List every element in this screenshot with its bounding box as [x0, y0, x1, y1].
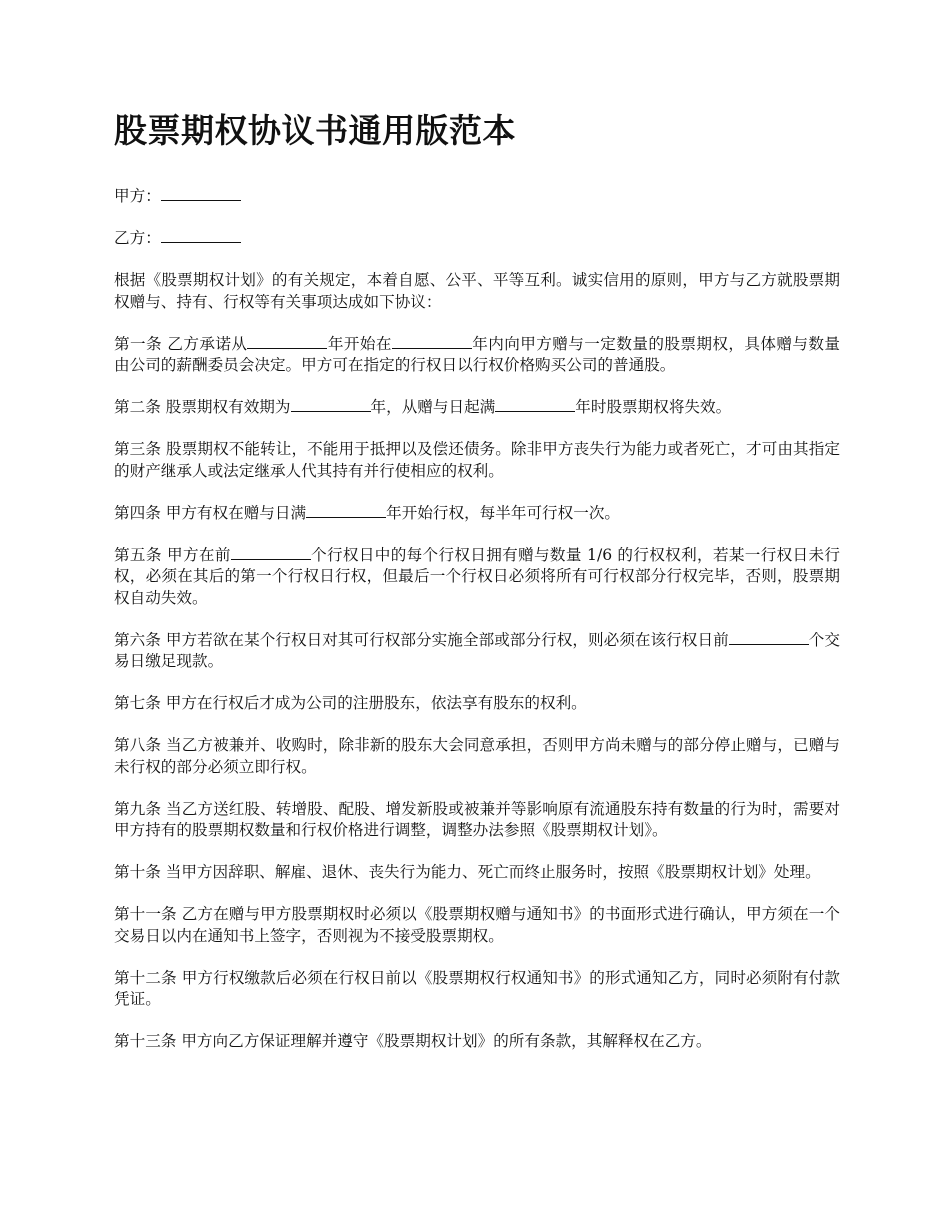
article-2-blank-expiry	[495, 397, 575, 412]
article-3: 第三条 股票期权不能转让，不能用于抵押以及偿还债务。除非甲方丧失行为能力或者死亡，才可由其指定的财产继承人或法定继承人代其持有并行使相应的权利。	[114, 440, 840, 480]
article-10: 第十条 当甲方因辞职、解雇、退休、丧失行为能力、死亡而终止服务时，按照《股票期权计划》处理。	[114, 863, 821, 881]
party-a-label: 甲方：	[114, 187, 161, 205]
article-2-blank-validity	[291, 397, 371, 412]
article-1-blank-start-year	[247, 334, 327, 349]
article-1	[114, 334, 840, 377]
article-1-blank-years	[392, 334, 472, 349]
article-5-blank-count	[231, 545, 311, 560]
article-2-text-2: 年，从赠与日起满	[370, 398, 496, 416]
article-9: 第九条 当乙方送红股、转增股、配股、增发新股或被兼并等影响原有流通股东持有数量的行为时，需要对甲方持有的股票期权数量和行权价格进行调整，调整办法参照《股票期权计划》。	[114, 799, 840, 839]
article-4	[114, 503, 840, 525]
preamble-paragraph: 根据《股票期权计划》的有关规定，本着自愿、公平、平等互利。诚实信用的原则，甲方与乙方就股票期权赠与、持有、行权等有关事项达成如下协议：	[114, 271, 840, 311]
party-b-label: 乙方：	[114, 229, 161, 247]
article-7: 第七条 甲方在行权后才成为公司的注册股东，依法享有股东的权利。	[114, 694, 587, 712]
article-2-text-3: 年时股票期权将失效。	[575, 398, 732, 416]
article-5-text-1: 第五条 甲方在前	[114, 545, 231, 564]
document-page	[114, 108, 840, 1073]
article-6-text-2: 个交易日缴足现款。	[114, 630, 840, 670]
article-12: 第十二条 甲方行权缴款后必须在行权日前以《股票期权行权通知书》的形式通知乙方，同时必须附有付款凭证。	[114, 968, 840, 1008]
article-5	[114, 545, 840, 610]
article-4-blank-years	[306, 503, 386, 518]
article-2	[114, 397, 840, 419]
party-a-blank	[161, 186, 241, 201]
party-b-line	[114, 228, 840, 250]
article-6-blank-days	[729, 630, 809, 645]
article-1-text-1: 第一条 乙方承诺从	[114, 334, 248, 353]
article-2-text-1: 第二条 股票期权有效期为	[114, 398, 291, 416]
article-4-text-2: 年开始行权，每半年可行权一次。	[386, 503, 621, 522]
article-5-text-2: 个行权日中的每个行权日拥有赠与数量 1/6 的行权权利，若某一行权日未行权，必须在其后的第一个行权日行权，但最后一个行权日必须将所有可行权部分行权完毕，否则，股票期权自动失效。	[114, 545, 840, 607]
article-6-text-1: 第六条 甲方若欲在某个行权日对其可行权部分实施全部或部分行权，则必须在该行权日前	[114, 630, 729, 649]
article-1-text-3: 年内向甲方赠与一定数量的股票期权，具体赠与数量由公司的薪酬委员会决定。甲方可在指定的行权日以行权价格购买公司的普通股。	[114, 334, 840, 374]
article-4-text-1: 第四条 甲方有权在赠与日满	[114, 503, 307, 522]
article-11: 第十一条 乙方在赠与甲方股票期权时必须以《股票期权赠与通知书》的书面形式进行确认，甲方须在一个交易日以内在通知书上签字，否则视为不接受股票期权。	[114, 905, 840, 945]
article-1-text-2: 年开始在	[327, 334, 392, 353]
party-b-blank	[161, 228, 241, 243]
article-13: 第十三条 甲方向乙方保证理解并遵守《股票期权计划》的所有条款，其解释权在乙方。	[114, 1032, 712, 1050]
article-8: 第八条 当乙方被兼并、收购时，除非新的股东大会同意承担，否则甲方尚未赠与的部分停止赠与，已赠与未行权的部分必须立即行权。	[114, 736, 840, 776]
party-a-line	[114, 186, 840, 208]
document-title: 股票期权协议书通用版范本	[114, 111, 516, 150]
article-6	[114, 630, 840, 673]
